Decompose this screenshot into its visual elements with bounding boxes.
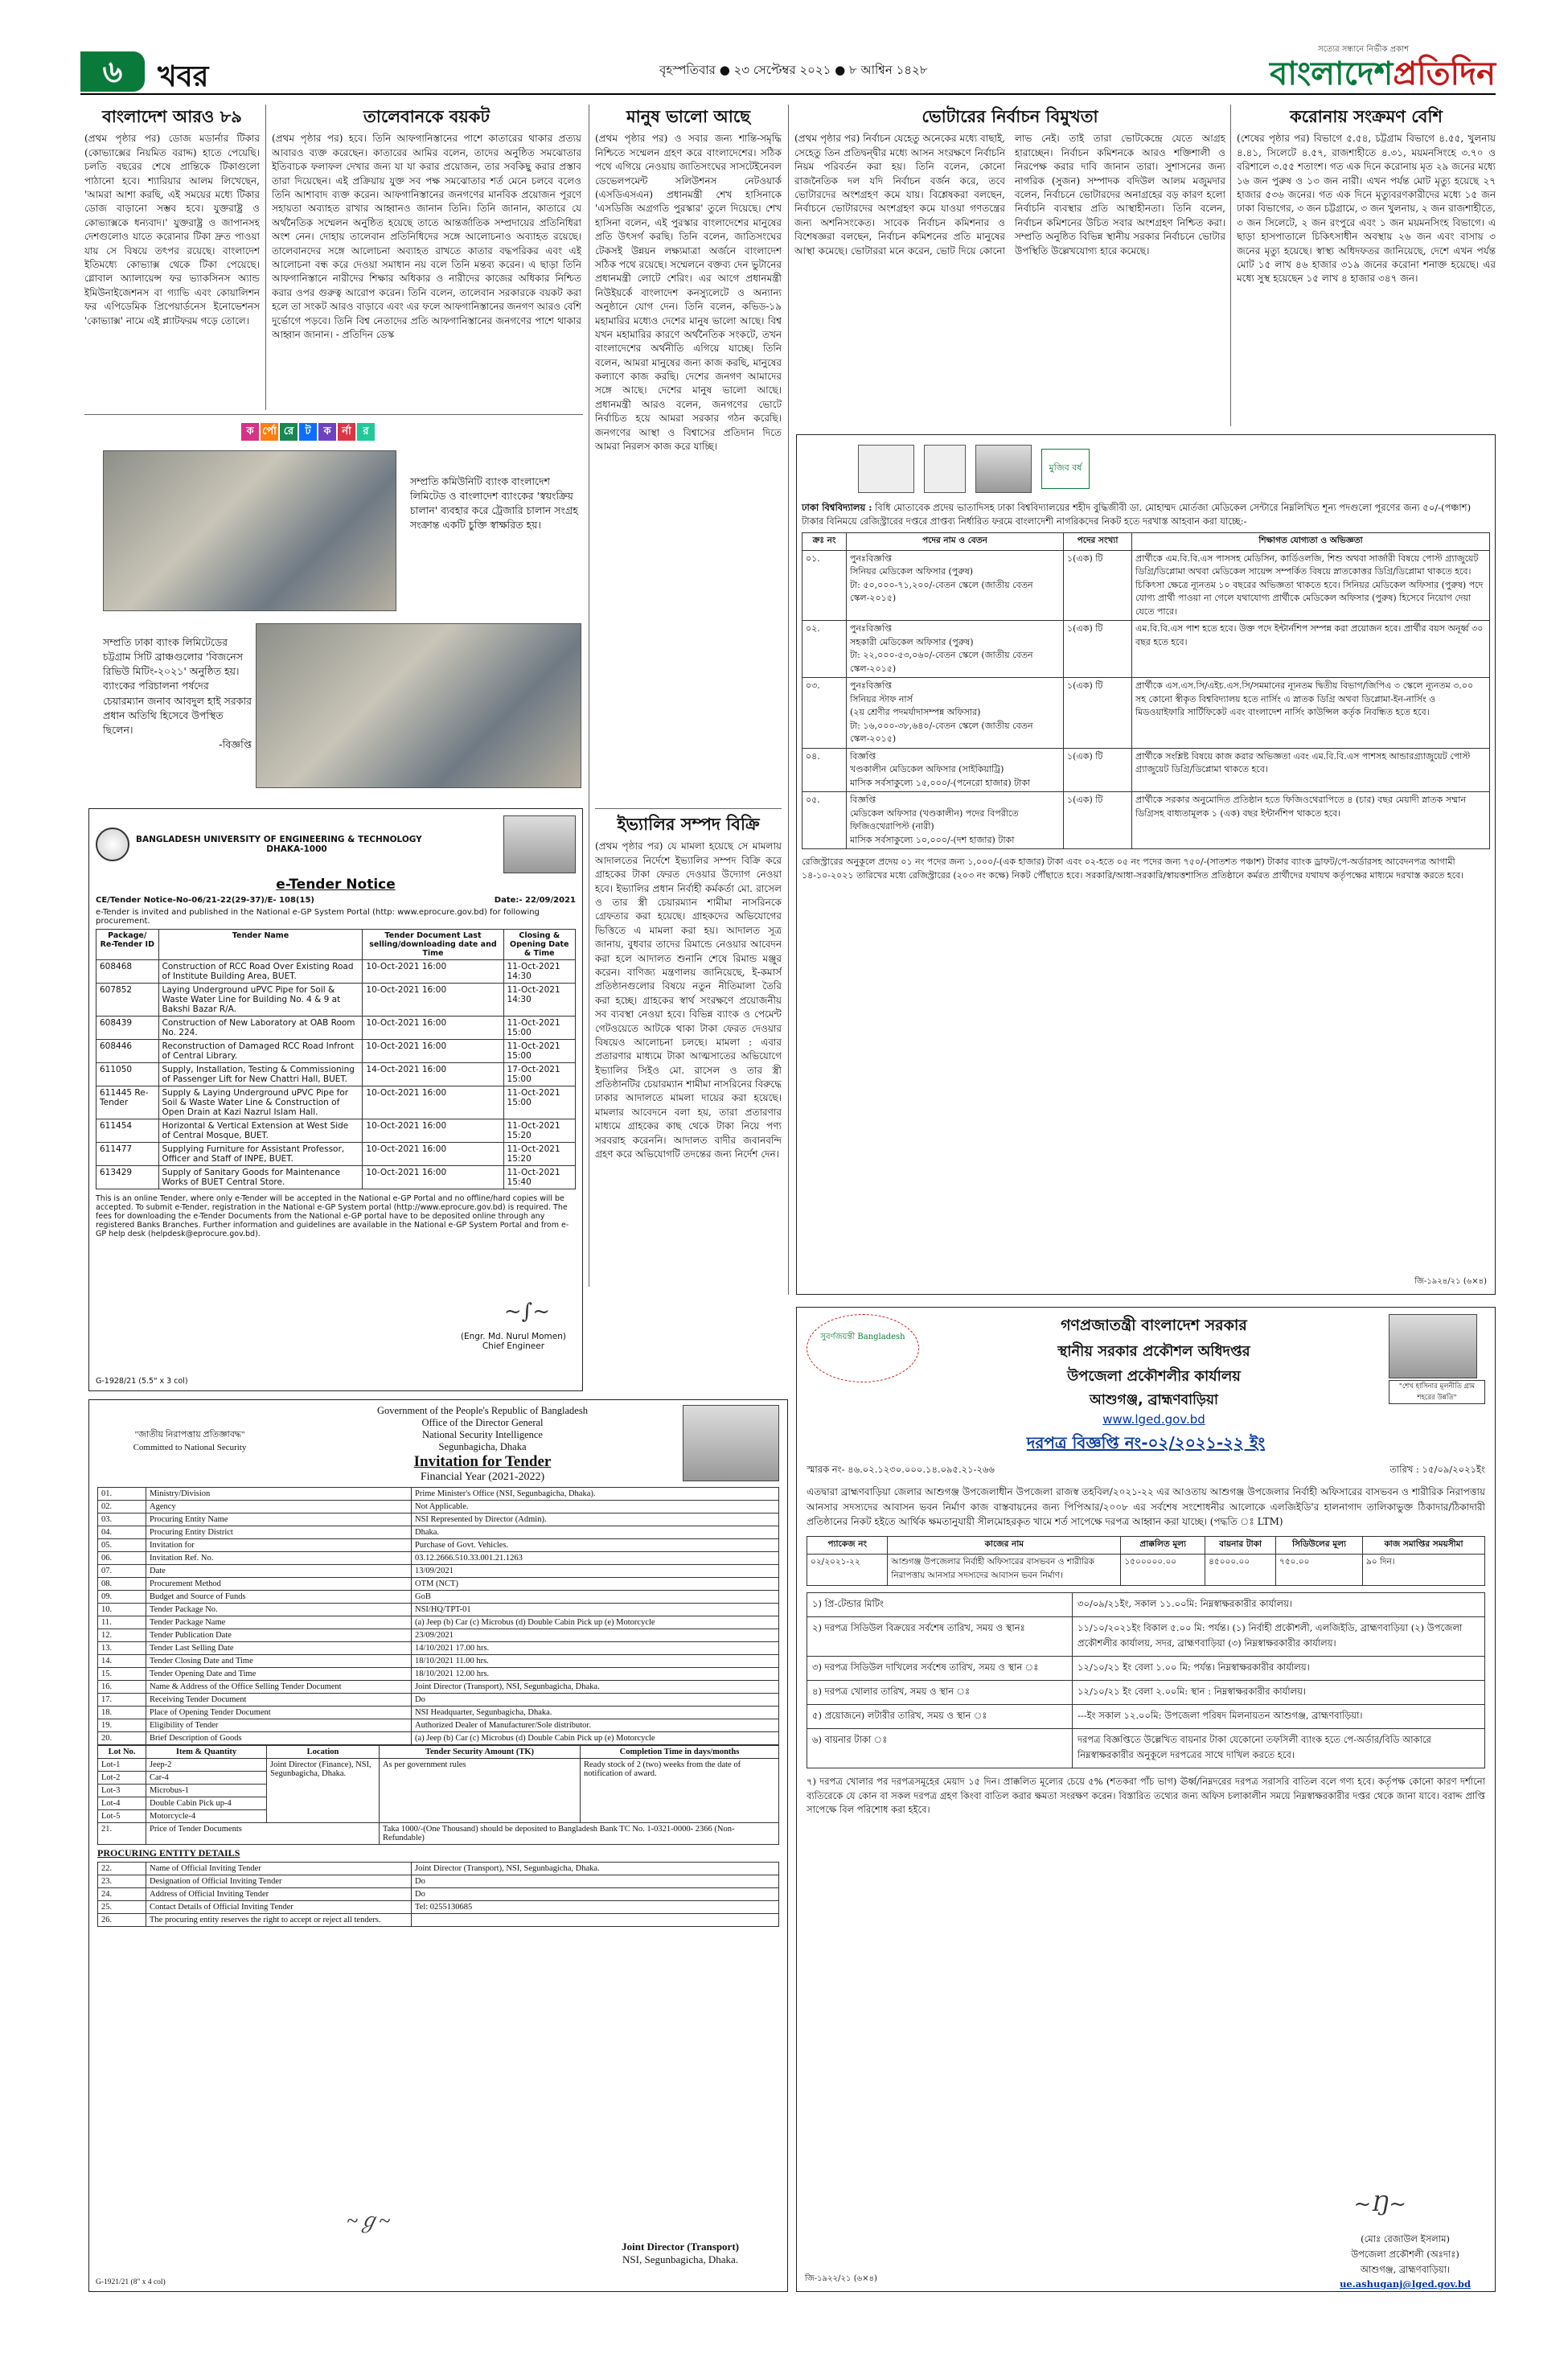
table-row: 16. Name & Address of the Office Selling Tender Document Joint Director (Transport), NSI, Segunbagicha, Dhaka. <box>98 1681 779 1694</box>
tender-title: দরপত্র বিজ্ঞপ্তি নং-০২/২০২১-২২ ইং <box>1026 1433 1266 1452</box>
article-election <box>794 105 1225 422</box>
mujib-portrait-icon <box>683 1405 779 1481</box>
tender-title: e-Tender Notice <box>276 877 396 893</box>
article-title: মানুষ ভালো আছে <box>626 107 751 126</box>
table-row: ০৫. বিজ্ঞপ্তি মেডিকেল অফিসার (খণ্ডকালীন) পদের বিপরীতে ফিজিওথেরাপিস্ট (নারী) মাসিক সর্বসাকুল্যে ১০,০০০/-(দশ হাজার) টাকা ১(এক) টি প্রার্থীকে সরকার অনুমোদিত প্রতিষ্ঠান হতে ফিজিওথেরাপিতে ৪ (চার) বছর মেয়াদী স্নাতক সম্মান ডিগ্রিসহ বাধ্যতামূলক ১ (এক) বছর ইন্টার্নশিপ থাকতে হবে। <box>802 792 1490 849</box>
table-row: 11. Tender Package Name (a) Jeep (b) Car (c) Microbus (d) Double Cabin Pick up (e) Motorcycle <box>98 1616 779 1629</box>
table-row: 04. Procuring Entity District Dhaka. <box>98 1526 779 1539</box>
table-row: 06. Invitation Ref. No. 03.12.2666.510.33.001.21.1263 <box>98 1552 779 1565</box>
article-body: (প্রথম পৃষ্ঠার পর) নির্বাচন যেহেতু অনেকের মধ্যে বাছাই, সেহেতু তিন প্রতিদ্বন্দ্বীর মধ্যে আসন সংরক্ষণে নির্বাচনি নিয়ম পরিবর্তন করা হয়। তিনি বলেন, কোনো রাজনৈতিক দল যদি নির্বাচন বর্জন করে, তবে ভোটারদের অংশগ্রহণ কমে যায়। বিশ্লেষকরা বলছেন, নির্বাচনে ভোটারদের অংশগ্রহণ কমে যাওয়া গণতন্ত্রের জন্য অশনিসংকেত। সাবেক নির্বাচন কমিশনার ও বিশেষজ্ঞরা বলছেন, নির্বাচন কমিশনের প্রতি মানুষের আস্থা কমেছে। ভোটাররা মনে করেন, ভোট দিয়ে কোনো লাভ নেই। তাই তারা ভোটকেন্দ্রে যেতে আগ্রহ হারাচ্ছেন। নির্বাচন কমিশনকে আরও শক্তিশালী ও নিরপেক্ষ করার দাবি জানান তারা। সুশাসনের জন্য নাগরিক (সুজন) সম্পাদক বদিউল আলম মজুমদার বলেন, নির্বাচনে ভোটারদের অনাগ্রহের বড় কারণ হলো নির্বাচনি ব্যবস্থার প্রতি আস্থাহীনতা। তিনি বলেন, নির্বাচন কমিশনের উচিত সবার অংশগ্রহণ নিশ্চিত করা। সম্প্রতি অনুষ্ঠিত বিভিন্ন স্থানীয় সরকার নির্বাচনে ভোটার উপস্থিতি উল্লেখযোগ্য হারে কমেছে। <box>794 133 1225 257</box>
table-row: 611445 Re-Tender Supply & Laying Underground uPVC Pipe for Soil & Waste Water Line & Construction of Open Drain at Kazi Nazrul Islam Hall. 10-Oct-2021 16:00 11-Oct-2021 15:00 <box>96 1086 576 1119</box>
table-row: ২) দরপত্র সিডিউল বিক্রয়ের সর্বশেষ তারিখ, সময় ও স্থানঃ ১১/১০/২০২১ইং বিকাল ৫.০০ মি: পর্যন্ত। (১) নির্বাহী প্রকৌশলী, এলজিইডি, ব্রাহ্মণবাড়িয়া (২) উপজেলা প্রকৌশলীর কার্যালয়, সদর, ব্রাহ্মণবাড়িয়া (৩) নিম্নস্বাক্ষরকারীর কার্যালয়। <box>807 1616 1485 1656</box>
table-row: ১) প্রি-টেন্ডার মিটিং ৩০/০৯/২১ইং, সকাল ১১.০০মি: নিম্নস্বাক্ষরকারীর কার্যালয়। <box>807 1592 1485 1616</box>
mujib-portrait-icon <box>975 445 1032 493</box>
table-row: 09. Budget and Source of Funds GoB <box>98 1591 779 1604</box>
tender-title: Invitation for Tender <box>413 1453 552 1470</box>
table-row: 01. Ministry/Division Prime Minister's Office (NSI, Segunbagicha, Dhaka). <box>98 1488 779 1501</box>
table-row: 15. Tender Opening Date and Time 18/10/2021 12.00 hrs. <box>98 1668 779 1681</box>
table-row: 03. Procuring Entity Name NSI Represented by Director (Admin). <box>98 1514 779 1526</box>
table-row: 13. Tender Last Selling Date 14/10/2021 17.00 hrs. <box>98 1642 779 1655</box>
lged-package-table: প্যাকেজ নং কাজের নাম প্রাক্কলিত মূল্য বায়নার টাকা সিডিউলের মূল্য কাজ সমাপ্তির সময়সীমা ০২/২০২১-২২ আশুগঞ্জ উপজেলার নির্বাহী অফিসারের বাসভবন ও শারীরিক নিরাপত্তায় আনসার সদস্যদের আবাসন ভবন নির্মাণ। ১৫০০০০০.০০ ৪৫০০০.০০ ৭৫০.০০ ৯০ দিন। <box>807 1536 1485 1586</box>
table-row: ৪) দরপত্র খোলার তারিখ, সময় ও স্থান ঃ ১২/১০/২১ ইং বেলা ২.০০মি: স্থান : নিম্নস্বাক্ষরকারীর কার্যালয়। <box>807 1680 1485 1704</box>
article-title: করোনায় সংক্রমণ বেশি <box>1290 107 1443 126</box>
table-row: 611454 Horizontal & Vertical Extension at West Side of Central Mosque, BUET. 10-Oct-2021 16:00 11-Oct-2021 15:20 <box>96 1119 576 1143</box>
table-row: Lot-1 Jeep-2 Joint Director (Finance), NSI, Segunbagicha, Dhaka. As per government rules Ready stock of 2 (two) weeks from the date of notification of award. <box>98 1759 779 1772</box>
dateline: বৃহস্পতিবার ● ২৩ সেপ্টেম্বর ২০২১ ● ৮ আশ্বিন ১৪২৮ <box>659 63 928 77</box>
table-row: ০৩. পুনঃবিজ্ঞপ্তি সিনিয়র স্টাফ নার্স (২য় শ্রেণীর পদমর্যাদাসম্পন্ন অফিসার) টা: ১৬,০০০-৩৮,৬৪০/-বেতন স্কেলে (জাতীয় বেতন স্কেল-২০১৫) ১(এক) টি প্রার্থীকে এস.এস.সি/এইচ.এস.সি/সমমানের ন্যূনতম দ্বিতীয় বিভাগ/জিপিএ ৩ স্কেলে ন্যূনতম ৩.০০ সহ কোনো স্বীকৃত বিশ্ববিদ্যালয় হতে নার্সিং এ স্নাতক ডিগ্রি অথবা ডিপ্লোমা-ইন-নার্সিং ও মিডওয়াইফারি সার্টিফিকেট এবং বাংলাদেশ নার্সিং কাউন্সিল কর্তৃক নিবন্ধিত হতে হবে। <box>802 678 1490 749</box>
table-row: 14. Tender Closing Date and Time 18/10/2021 11.00 hrs. <box>98 1655 779 1668</box>
section-title: খবর <box>158 60 209 93</box>
table-row: ০২. পুনঃবিজ্ঞপ্তি সহকারী মেডিকেল অফিসার (পুরুষ) টা: ২২,০০০-৫৩,০৬০/-বেতন স্কেলে (জাতীয় বেতন স্কেল-২০১৫) ১(এক) টি এম.বি.বি.এস পাশ হতে হবে। উক্ত পদে ইন্টার্নশিপ সম্পন্ন করা প্রয়োজন হবে। প্রার্থীর বয়স অনূর্ধ্ব ৩০ বছর হতে হবে। <box>802 621 1490 678</box>
table-row: 08. Procurement Method OTM (NCT) <box>98 1578 779 1591</box>
mujib-portrait-icon <box>503 815 576 873</box>
lged-email-link[interactable]: ue.ashuganj@lged.gov.bd <box>1340 2278 1471 2290</box>
table-row: ৫) প্রয়োজনে) লটারীর তারিখ, সময় ও স্থান ঃ ---ইং সকাল ১২.০০মি: উপজেলা পরিষদ মিলনায়তন আশুগঞ্জ, ব্রাহ্মণবাড়িয়া। <box>807 1704 1485 1728</box>
masthead <box>80 47 1496 95</box>
article-body: (প্রথম পৃষ্ঠার পর) যে মামলা হয়েছে সে মামলায় আদালতের নির্দেশে ইভ্যালির সম্পদ বিক্রি করে গ্রাহকের টাকা ফেরত দেওয়ার উদ্যোগ নেওয়া হবে। ইভ্যালির প্রধান নির্বাহী কর্মকর্তা মো. রাসেল ও তার স্ত্রী চেয়ারম্যান শামীমা নাসরিনকে গ্রেফতার করা হয়েছে। গ্রাহকদের অভিযোগের ভিত্তিতে এ মামলা করা হয়। আদালত সূত্র জানায়, বুধবার তাদের রিমান্ডে নেওয়ার আবেদন করা হলে আদালত শুনানি শেষে রিমান্ড মঞ্জুর করেন। বাণিজ্য মন্ত্রণালয় জানিয়েছে, ই-কমার্স প্রতিষ্ঠানগুলোর বিষয়ে নতুন নীতিমালা তৈরি করা হচ্ছে। গ্রাহকের স্বার্থ সংরক্ষণে প্রয়োজনীয় সব ব্যবস্থা নেওয়া হবে। বিভিন্ন ব্যাংক ও পেমেন্ট গেটওয়েতে আটকে থাকা টাকা ফেরত দেওয়ার বিষয়েও আলোচনা চলছে। মামলা : এবার প্রতারণার মাধ্যমে টাকা আত্মসাতের অভিযোগে ইভ্যালির সিইও মো. রাসেল ও তার স্ত্রী প্রতিষ্ঠানটির চেয়ারম্যান শামীমা নাসরিনের বিরুদ্ধে ঢাকার আদালতে মামলা দায়ের করা হয়েছে। মামলার আবেদনে বলা হয়, তারা প্রতারণার মাধ্যমে গ্রাহকের কাছ থেকে টাকা নিয়ে পণ্য সরবরাহ করেননি। আদালত বাদীর জবানবন্দি গ্রহণ করে অভিযোগটি তদন্তের জন্য নির্দেশ দেন। <box>595 840 782 1160</box>
table-row: 10. Tender Package No. NSI/HQ/TPT-01 <box>98 1604 779 1616</box>
table-row: 611477 Supplying Furniture for Assistant Professor, Officer and Staff of INPE, BUET. 10-Oct-2021 16:00 11-Oct-2021 15:20 <box>96 1143 576 1166</box>
table-row: 24. Address of Official Inviting Tender Do <box>98 1888 779 1901</box>
newspaper-logo: সত্যের সন্ধানে নির্ভীক প্রকাশ বাংলাদেশপ্রতিদিন <box>1270 45 1496 92</box>
article-people <box>595 105 782 804</box>
table-row: 613429 Supply of Sanitary Goods for Maintenance Works of BUET Central Store. 10-Oct-2021 16:00 11-Oct-2021 15:40 <box>96 1166 576 1189</box>
table-row: ৩) দরপত্র সিডিউল দাখিলের সর্বশেষ তারিখ, সময় ও স্থান ঃ ১২/১০/২১ ইং বেলা ১.০০ মি: পর্যন্ত। নিম্নস্বাক্ষরকারীর কার্যালয়। <box>807 1656 1485 1680</box>
nsi-pe-table <box>97 1862 779 1927</box>
table-row: 608439 Construction of New Laboratory at OAB Room No. 224. 10-Oct-2021 16:00 11-Oct-2021 15:00 <box>96 1017 576 1040</box>
lged-schedule-table <box>807 1592 1485 1768</box>
table-row: ০১. পুনঃবিজ্ঞপ্তি সিনিয়র মেডিকেল অফিসার (পুরুষ) টা: ৫০,০০০-৭১,২০০/-বেতন স্কেলে (জাতীয় বেতন স্কেল-২০১৫) ১(এক) টি প্রার্থীকে এম.বি.বি.এস পাসসহ মেডিসিন, কার্ডিওলজি, শিশু অথবা সার্জারী বিষয়ে পোস্ট গ্র্যাজুয়েট ডিগ্রি/ডিপ্লোমা অথবা মেডিকেল সায়েন্স সম্পর্কিত বিষয়ে স্নাতকোত্তর ডিগ্রি/ডিপ্লোমা থাকতে হবে। চিকিৎসা ক্ষেত্রে ন্যূনতম ১০ বছরের অভিজ্ঞতা থাকতে হবে। সিনিয়র মেডিকেল অফিসার (পুরুষ) পদে যোগ্য প্রার্থী পাওয়া না গেলে যথাযোগ্য প্রার্থীকে মেডিকেল অফিসার (পুরুষ) হিসেবে নিয়োগ দেয়া যেতে পারে। <box>802 550 1490 621</box>
table-row: Lot-2 Car-4 <box>98 1772 779 1785</box>
table-row: 22. Name of Official Inviting Tender Joint Director (Transport), NSI, Segunbagicha, Dhaka. <box>98 1863 779 1875</box>
table-row: 20. Brief Description of Goods (a) Jeep (b) Car (c) Microbus (d) Double Cabin Pick up (e) Motorcycle <box>98 1732 779 1745</box>
lged-tender-notice: সুবর্ণজয়ন্তী Bangladesh গণপ্রজাতন্ত্রী বাংলাদেশ সরকার স্থানীয় সরকার প্রকৌশল অধিদপ্তর উপজেলা প্রকৌশলীর কার্যালয় আশুগঞ্জ, ব্রাহ্মণবাড়িয়া www.lged.gov.bd "শেখ হাসিনার মূলনীতি গ্রাম শহরের উন্নতি" দরপত্র বিজ্ঞপ্তি নং-০২/২০২১-২২ ইং স্মারক নং- ৪৬.০২.১২৩০.০০০.১৪.০৯৫.২১-২৬৬ তারিখ : ১৫/০৯/২০২১ইং এতদ্বারা ব্রাহ্মণবাড়িয়া জেলার আশুগঞ্জ উপজেলাধীন উপজেলা রাজস্ব তহবিল/২০২১-২২ এর আওতায় আশুগঞ্জ উপজেলার নির্বাহী অফিসারের বাসভবন ও শারীরিক নিরাপত্তায় আনসার সদস্যদের আবাসন ভবন নির্মাণ কাজ বাস্তবায়নের জন্য পিপিআর/২০০৮ এর সর্বশেষ সংশোধনীর আলোকে এলজিইডি'র হালনাগাদ তালিকাভুক্ত ঠিকাদার/ঠিকাদারী প্রতিষ্ঠানের নিকট হইতে আর্থিক ক্ষমতানুযায়ী সীলমোহরকৃত খামে শর্ত সাপেক্ষে দরপত্র আহ্বান করা যাচ্ছে। (পদ্ধতি ঃ LTM) প্যাকেজ নং কাজের নাম প্রাক্কলিত মূল্য বায়নার টাকা সিডিউলের মূল্য কাজ সমাপ্তির সময়সীমা ০২/২০২১-২২ আশুগঞ্জ উপজেলার নির্বাহী অফিসারের বাসভবন ও শারীরিক নিরাপত্তায় আনসার সদস্যদের আবাসন ভবন নির্মাণ। ১৫০০০০০.০০ ৪৫০০০.০০ ৭৫০.০০ ৯০ দিন। ১) প্রি-টেন্ডার মিটিং ৩০/০৯/২১ইং, সকাল ১১.০০মি: নিম্নস্বাক্ষরকারীর কার্যালয়। ২) দরপত্র সিডিউল বিক্রয়ের সর্বশেষ তারিখ, সময় ও স্থানঃ ১১/১০/২০২১ইং বিকাল ৫.০০ মি: পর্যন্ত। (১) নির্বাহী প্রকৌশলী, এলজিইডি, ব্রাহ্মণবাড়িয়া (২) উপজেলা প্রকৌশলীর কার্যালয়, সদর, ব্রাহ্মণবাড়িয়া (৩) নিম্নস্বাক্ষরকারীর কার্যালয়। ৩) দরপত্র সিডিউল দাখিলের সর্বশেষ তারিখ, সময় ও স্থান ঃ ১২/১০/২১ ইং বেলা ১.০০ মি: পর্যন্ত। নিম্নস্বাক্ষরকারীর কার্যালয়। ৪) দরপত্র খোলার তারিখ, সময় ও স্থান ঃ ১২/১০/২১ ইং বেলা ২.০০মি: স্থান : নিম্নস্বাক্ষরকারীর কার্যালয়। ৫) প্রয়োজনে) লটারীর তারিখ, সময় ও স্থান ঃ ---ইং সকাল ১২.০০মি: উপজেলা পরিষদ মিলনায়তন আশুগঞ্জ, ব্রাহ্মণবাড়িয়া। ৬) বায়নার টাকা ঃ দরপত্র বিজ্ঞপ্তিতে উল্লেখিত বায়নার টাকা যেকোনো তফসিলী ব্যাংক হতে পে-অর্ডার/বিডি আকারে নিম্নস্বাক্ষরকারীর অনুকূলে দরপত্রের সাথে দাখিল করতে হবে। ৭) দরপত্র খোলার পর দরপত্রসমূহের মেয়াদ ১৫ দিন। প্রাক্কলিত মূল্যের চেয়ে ৫% (শতকরা পাঁচ ভাগ) ঊর্ধ্ব/নিম্নদরের দরপত্র সরাসরি বাতিল বলে গণ্য হবে। কর্তৃপক্ষ কোনো কারণ দর্শানো ব্যতিরেকে যে কোন বা সকল দরপত্র গ্রহণ কিংবা বাতিল করার ক্ষমতা সংরক্ষণ করেন। বিস্তারিত তথ্যের জন্য অফিস চলাকালীন সময়ে নিম্নস্বাক্ষরকারীর দপ্তর থেকে জানা যাবে। বরাদ্দ প্রাপ্তি সাপেক্ষে বিল পরিশোধ করা হইবে। ~Ŋ~ (মোঃ রেজাউল ইসলাম) উপজেলা প্রকৌশলী (অঃদাঃ) আশুগঞ্জ, ব্রাহ্মণবাড়িয়া। ue.ashuganj@lged.gov.bd জি-১৯২২/২১ (৬×৪) <box>796 1307 1496 2292</box>
caption-dhaka-bank: সম্প্রতি ঢাকা ব্যাংক লিমিটেডের চট্টগ্রাম সিটি ব্রাঞ্চগুলোর 'বিজনেস রিভিউ মিটিং-২০২১' অনুষ্ঠিত হয়। ব্যাংকের পরিচালনা পর্ষদের চেয়ারম্যান জনাব আবদুল হাই সরকার প্রধান অতিথি হিসেবে উপস্থিত ছিলেন। -বিজ্ঞপ্তি <box>103 636 252 750</box>
article-title: ভোটারের নির্বাচন বিমুখতা <box>922 107 1098 126</box>
buet-tender-table: Package/ Re-Tender ID Tender Name Tender Document Last selling/downloading date and Time Closing & Opening Date & Time 608468 Construction of RCC Road Over Existing Road of Institute Building Area, BUET. 10-Oct-2021 16:00 11-Oct-2021 14:30 607852 Laying Underground uPVC Pipe for Soil & Waste Water Line for Building No. 4 & 9 at Bakshi Bazar R/A. 10-Oct-2021 16:00 11-Oct-2021 14:30 608439 Construction of New Laboratory at OAB Room No. 224. 10-Oct-2021 16:00 11-Oct-2021 15:00 608446 Reconstruction of Damaged RCC Road Infront of Central Library. 10-Oct-2021 16:00 11-Oct-2021 15:00 611050 Supply, Installation, Testing & Commissioning of Passenger Lift for New Chattri Hall, BUET. 14-Oct-2021 16:00 17-Oct-2021 15:00 611445 Re-Tender Supply & Laying Underground uPVC Pipe for Soil & Waste Water Line & Construction of Open Drain at Kazi Nazrul Islam Hall. 10-Oct-2021 16:00 11-Oct-2021 15:00 611454 Horizontal & Vertical Extension at West Side of Central Mosque, BUET. 10-Oct-2021 16:00 11-Oct-2021 15:20 611477 Supplying Furniture for Assistant Professor, Officer and Staff of INPE, BUET. 10-Oct-2021 16:00 11-Oct-2021 15:20 613429 Supply of Sanitary Goods for Maintenance Works of BUET Central Store. 10-Oct-2021 16:00 11-Oct-2021 15:40 <box>96 929 576 1189</box>
buet-logo-icon <box>96 828 129 861</box>
table-row: 18. Place of Opening Tender Document NSI Headquarter, Segunbagicha, Dhaka. <box>98 1707 779 1719</box>
table-row: 26. The procuring entity reserves the right to accept or reject all tenders. <box>98 1914 779 1927</box>
mujib-portrait-icon <box>1389 1314 1477 1378</box>
article-bangladesh <box>84 105 260 410</box>
table-row: 17. Receiving Tender Document Do <box>98 1694 779 1707</box>
article-corona <box>1237 105 1496 422</box>
buet-etender-notice: BANGLADESH UNIVERSITY OF ENGINEERING & TECHNOLOGY DHAKA-1000 e-Tender Notice CE/Tender Notice-No-06/21-22(29-37)/E- 108(15) Date:- 22/09/2021 e-Tender is invited and published in the National e-GP System Portal (http: www.eprocure.gov.bd) for following procurement. Package/ Re-Tender ID Tender Name Tender Document Last selling/downloading date and Time Closing & Opening Date & Time 608468 Construction of RCC Road Over Existing Road of Institute Building Area, BUET. 10-Oct-2021 16:00 11-Oct-2021 14:30 607852 Laying Underground uPVC Pipe for Soil & Waste Water Line for Building No. 4 & 9 at Bakshi Bazar R/A. 10-Oct-2021 16:00 11-Oct-2021 14:30 608439 Construction of New Laboratory at OAB Room No. 224. 10-Oct-2021 16:00 11-Oct-2021 15:00 608446 Reconstruction of Damaged RCC Road Infront of Central Library. 10-Oct-2021 16:00 11-Oct-2021 15:00 611050 Supply, Installation, Testing & Commissioning of Passenger Lift for New Chattri Hall, BUET. 14-Oct-2021 16:00 17-Oct-2021 15:00 611445 Re-Tender Supply & Laying Underground uPVC Pipe for Soil & Waste Water Line & Construction of Open Drain at Kazi Nazrul Islam Hall. 10-Oct-2021 16:00 11-Oct-2021 15:00 611454 Horizontal & Vertical Extension at West Side of Central Mosque, BUET. 10-Oct-2021 16:00 11-Oct-2021 15:20 611477 Supplying Furniture for Assistant Professor, Officer and Staff of INPE, BUET. 10-Oct-2021 16:00 11-Oct-2021 15:20 613429 Supply of Sanitary Goods for Maintenance Works of BUET Central Store. 10-Oct-2021 16:00 11-Oct-2021 15:40 This is an online Tender, where only e-Tender will be accepted in the National e-GP Portal and no offline/hard copies will be accepted. To submit e-Tender, registration in the National e-GP System portal (http://www.eprocure.gov.bd) is required. The fees for downloading the e-Tender Documents from the National e-GP portal have to be deposited online through any registered Banks Branches. Further information and guidelines are available in the National e-GP System Portal and from e-GP help desk (helpdesk@eprocure.gov.bd). ~∫~ (Engr. Md. Nurul Momen) Chief Engineer G-1928/21 (5.5" x 3 col) <box>88 808 583 1391</box>
table-row: 05. Invitation for Purchase of Govt. Vehicles. <box>98 1539 779 1552</box>
golden-jubilee-logo: সুবর্ণজয়ন্তী Bangladesh <box>807 1314 919 1382</box>
article-body: (প্রথম পৃষ্ঠার পর) হবে। তিনি আফগানিস্তানের পাশে কাতারের থাকার প্রত্যয় আবারও ব্যক্ত করেছেন। কাতারের আমির বলেন, তাদের অনুষ্ঠিত সমঝোতার ইতিবাচক ফলাফল দেখার জন্য যা যা করার প্রয়োজন, তার সবকিছু করার প্রস্তাব তারা দিয়েছেন। এই প্রক্রিয়ায় যুক্ত সব পক্ষ সমঝোতার শর্ত মেনে চলবে বলেও তিনি আশাবাদ ব্যক্ত করেন। আফগানিস্তানের জনগণের মানবিক প্রয়োজন পূরণে সহায়তা অব্যাহত রাখার আহ্বানও জানান তিনি। তিনি জানান, কাতারে যে অর্থনৈতিক সম্মেলন অনুষ্ঠিত হয়েছে তাতে আন্তর্জাতিক সম্প্রদায়ের প্রতিনিধিরা অংশ নেন। দোহায় তালেবান প্রতিনিধিদের সঙ্গে আলোচনাও অব্যাহত রয়েছে। তালেবানদের সঙ্গে আলোচনা অব্যাহত রাখতে কাতার বদ্ধপরিকর এবং এই আলোচনা বন্ধ করে দেওয়া সমাধান নয় বলে তিনি মন্তব্য করেন। এ ছাড়া তিনি আফগানিস্তানে নারীদের শিক্ষার অধিকার ও নারীদের কাজের অধিকার নিশ্চিত করার ওপর গুরুত্ব আরোপ করেন। তিনি বলেন, তালেবান সরকারকে বয়কট করা হলে তা সংকট আরও বাড়াবে এবং এর ফলে আফগানিস্তানের জনগণ আরও বেশি দুর্ভোগে পড়বে। তিনি বিশ্ব নেতাদের প্রতি আফগানিস্তানের জনগণের পাশে থাকার আহ্বান জানান। - প্রতিদিন ডেস্ক <box>272 133 581 340</box>
table-row: 25. Contact Details of Official Inviting Tender Tel: 0255130685 <box>98 1901 779 1914</box>
table-row: 02. Agency Not Applicable. <box>98 1501 779 1514</box>
table-row: 07. Date 13/09/2021 <box>98 1565 779 1578</box>
table-row: 19. Eligibility of Tender Authorized Dealer of Manufacturer/Sole distributor. <box>98 1719 779 1732</box>
medical-center-logo-icon <box>924 445 966 493</box>
nsi-tender-notice: "জাতীয় নিরাপত্তায় প্রতিজ্ঞাবদ্ধ" Committed to National Security Government of the People's Republic of Bangladesh Office of the Director General National Security Intelligence Segunbagicha, Dhaka Invitation for Tender Financial Year (2021-2022) 01. Ministry/Division Prime Minister's Office (NSI, Segunbagicha, Dhaka). 02. Agency Not Applicable. 03. Procuring Entity Name NSI Represented by Director (Admin). 04. Procuring Entity District Dhaka. 05. Invitation for Purchase of Govt. Vehicles. 06. Invitation Ref. No. 03.12.2666.510.33.001.21.1263 07. Date 13/09/2021 08. Procurement Method OTM (NCT) 09. Budget and Source of Funds GoB 10. Tender Package No. NSI/HQ/TPT-01 11. Tender Package Name (a) Jeep (b) Car (c) Microbus (d) Double Cabin Pick up (e) Motorcycle 12. Tender Publication Date 23/09/2021 13. Tender Last Selling Date 14/10/2021 17.00 hrs. 14. Tender Closing Date and Time 18/10/2021 11.00 hrs. 15. Tender Opening Date and Time 18/10/2021 12.00 hrs. 16. Name & Address of the Office Selling Tender Document Joint Director (Transport), NSI, Segunbagicha, Dhaka. 17. Receiving Tender Document Do 18. Place of Opening Tender Document NSI Headquarter, Segunbagicha, Dhaka. 19. Eligibility of Tender Authorized Dealer of Manufacturer/Sole distributor. 20. Brief Description of Goods (a) Jeep (b) Car (c) Microbus (d) Double Cabin Pick up (e) Motorcycle Lot No. Item & Quantity Location Tender Security Amount (TK) Completion Time in days/months Lot-1 Jeep-2 Joint Director (Finance), NSI, Segunbagicha, Dhaka. As per government rules Ready stock of 2 (two) weeks from the date of notification of award. Lot-2 Car-4 Lot-3 Microbus-1 Lot-4 Double Cabin Pick up-4 Lot-5 Motorcycle-4 21. Price of Tender Documents Taka 1000/-(One Thousand) should be deposited to Bangladesh Bank TC No. 1-0321-0000- 2366 (Non-Refundable) PROCURING ENTITY DETAILS 22. Name of Official Inviting Tender Joint Director (Transport), NSI, Segunbagicha, Dhaka. 23. Designation of Official Inviting Tender Do 24. Address of Official Inviting Tender Do 25. Contact Details of Official Inviting Tender Tel: 0255130685 26. The procuring entity reserves the right to accept or reject all tenders. ~ℊ~ Joint Director (Transport) NSI, Segunbagicha, Dhaka. G-1921/21 (8" x 4 col) <box>88 1399 788 2292</box>
photo-community-bank <box>103 450 396 611</box>
lged-website-link[interactable]: www.lged.gov.bd <box>1102 1412 1205 1427</box>
article-title: বাংলাদেশ আরও ৮৯ <box>102 107 242 126</box>
table-row: 23. Designation of Official Inviting Tender Do <box>98 1875 779 1888</box>
photo-dhaka-bank <box>256 623 581 788</box>
table-row: 607852 Laying Underground uPVC Pipe for Soil & Waste Water Line for Building No. 4 & 9 at Bakshi Bazar R/A. 10-Oct-2021 16:00 11-Oct-2021 14:30 <box>96 984 576 1017</box>
article-taliban <box>272 105 581 410</box>
table-row: 608468 Construction of RCC Road Over Existing Road of Institute Building Area, BUET. 10-Oct-2021 16:00 11-Oct-2021 14:30 <box>96 960 576 984</box>
table-row: ৬) বায়নার টাকা ঃ দরপত্র বিজ্ঞপ্তিতে উল্লেখিত বায়নার টাকা যেকোনো তফসিলী ব্যাংক হতে পে-অর্ডার/বিডি আকারে নিম্নস্বাক্ষরকারীর অনুকূলে দরপত্রের সাথে দাখিল করতে হবে। <box>807 1728 1485 1768</box>
signature: ~Ŋ~ <box>1353 2192 1406 2216</box>
article-title: ইভ্যালির সম্পদ বিক্রি <box>617 815 760 834</box>
du-recruitment-ad: মুজিব বর্ষ ঢাকা বিশ্ববিদ্যালয় : বিধি মোতাবেক প্রদেয় ভাতাদিসহ ঢাকা বিশ্ববিদ্যালয়ের শহীদ বুদ্ধিজীবী ডা. মোহাম্মদ মোর্তজা মেডিকেল সেন্টারে নিম্নলিখিত শূন্য পদগুলো পূরণের জন্য ৫০/-(পঞ্চাশ) টাকার বিনিময়ে রেজিস্ট্রারের দপ্তরে প্রাপ্তব্য নির্ধারিত ফরমে বাংলাদেশী নাগরিকদের নিকট হতে দরখাস্ত আহবান করা যাচ্ছে:- ক্রঃ নং পদের নাম ও বেতন পদের সংখ্যা শিক্ষাগত যোগ্যতা ও অভিজ্ঞতা ০১. পুনঃবিজ্ঞপ্তি সিনিয়র মেডিকেল অফিসার (পুরুষ) টা: ৫০,০০০-৭১,২০০/-বেতন স্কেলে (জাতীয় বেতন স্কেল-২০১৫) ১(এক) টি প্রার্থীকে এম.বি.বি.এস পাসসহ মেডিসিন, কার্ডিওলজি, শিশু অথবা সার্জারী বিষয়ে পোস্ট গ্র্যাজুয়েট ডিগ্রি/ডিপ্লোমা অথবা মেডিকেল সায়েন্স সম্পর্কিত বিষয়ে স্নাতকোত্তর ডিগ্রি/ডিপ্লোমা থাকতে হবে। চিকিৎসা ক্ষেত্রে ন্যূনতম ১০ বছরের অভিজ্ঞতা থাকতে হবে। সিনিয়র মেডিকেল অফিসার (পুরুষ) পদে যোগ্য প্রার্থী পাওয়া না গেলে যথাযোগ্য প্রার্থীকে মেডিকেল অফিসার (পুরুষ) হিসেবে নিয়োগ দেয়া যেতে পারে। ০২. পুনঃবিজ্ঞপ্তি সহকারী মেডিকেল অফিসার (পুরুষ) টা: ২২,০০০-৫৩,০৬০/-বেতন স্কেলে (জাতীয় বেতন স্কেল-২০১৫) ১(এক) টি এম.বি.বি.এস পাশ হতে হবে। উক্ত পদে ইন্টার্নশিপ সম্পন্ন করা প্রয়োজন হবে। প্রার্থীর বয়স অনূর্ধ্ব ৩০ বছর হতে হবে। ০৩. পুনঃবিজ্ঞপ্তি সিনিয়র স্টাফ নার্স (২য় শ্রেণীর পদমর্যাদাসম্পন্ন অফিসার) টা: ১৬,০০০-৩৮,৬৪০/-বেতন স্কেলে (জাতীয় বেতন স্কেল-২০১৫) ১(এক) টি প্রার্থীকে এস.এস.সি/এইচ.এস.সি/সমমানের ন্যূনতম দ্বিতীয় বিভাগ/জিপিএ ৩ স্কেলে ন্যূনতম ৩.০০ সহ কোনো স্বীকৃত বিশ্ববিদ্যালয় হতে নার্সিং এ স্নাতক ডিগ্রি অথবা ডিপ্লোমা-ইন-নার্সিং ও মিডওয়াইফারি সার্টিফিকেট এবং বাংলাদেশ নার্সিং কাউন্সিল কর্তৃক নিবন্ধিত হতে হবে। ০৪. বিজ্ঞপ্তি খণ্ডকালীন মেডিকেল অফিসার (সাইকিয়াট্রি) মাসিক সর্বসাকুল্যে ১৫,০০০/-(পনেরো হাজার) টাকা ১(এক) টি প্রার্থীকে সংশ্লিষ্ট বিষয়ে কাজ করার অভিজ্ঞতা এবং এম.বি.বি.এস পাশসহ আন্ডারগ্র্যাজুয়েট পোস্ট গ্র্যাজুয়েট ডিগ্রি/ডিপ্লোমা থাকতে হবে। ০৫. বিজ্ঞপ্তি মেডিকেল অফিসার (খণ্ডকালীন) পদের বিপরীতে ফিজিওথেরাপিস্ট (নারী) মাসিক সর্বসাকুল্যে ১০,০০০/-(দশ হাজার) টাকা ১(এক) টি প্রার্থীকে সরকার অনুমোদিত প্রতিষ্ঠান হতে ফিজিওথেরাপিতে ৪ (চার) বছর মেয়াদী স্নাতক সম্মান ডিগ্রিসহ বাধ্যতামূলক ১ (এক) বছর ইন্টার্নশিপ থাকতে হবে। রেজিস্ট্রারের অনুকূলে প্রদেয় ০১ নং পদের জন্য ১,০০০/-(এক হাজার) টাকা এবং ০২-হতে ০৫ নং পদের জন্য ৭৫০/-(সাতশত পঞ্চাশ) টাকার ব্যাংক ড্রাফট/পে-অর্ডারসহ আবেদনপত্র আগামী ১৪-১০-২০২১ তারিখের মধ্যে রেজিস্ট্রারের (২০৩ নং কক্ষে) নিকট পৌঁছাতে হবে। সরকারি/আধা-সরকারি/স্বায়ত্তশাসিত প্রতিষ্ঠানে কর্মরত প্রার্থীদের যথাযথ কর্তৃপক্ষের মাধ্যমে দরখাস্ত করতে হবে। জি-১৯২৪/২১ (৬×৪) <box>796 434 1496 1295</box>
table-row: 12. Tender Publication Date 23/09/2021 <box>98 1629 779 1642</box>
du-positions-table: ক্রঃ নং পদের নাম ও বেতন পদের সংখ্যা শিক্ষাগত যোগ্যতা ও অভিজ্ঞতা ০১. পুনঃবিজ্ঞপ্তি সিনিয়র মেডিকেল অফিসার (পুরুষ) টা: ৫০,০০০-৭১,২০০/-বেতন স্কেলে (জাতীয় বেতন স্কেল-২০১৫) ১(এক) টি প্রার্থীকে এম.বি.বি.এস পাসসহ মেডিসিন, কার্ডিওলজি, শিশু অথবা সার্জারী বিষয়ে পোস্ট গ্র্যাজুয়েট ডিগ্রি/ডিপ্লোমা অথবা মেডিকেল সায়েন্স সম্পর্কিত বিষয়ে স্নাতকোত্তর ডিগ্রি/ডিপ্লোমা থাকতে হবে। চিকিৎসা ক্ষেত্রে ন্যূনতম ১০ বছরের অভিজ্ঞতা থাকতে হবে। সিনিয়র মেডিকেল অফিসার (পুরুষ) পদে যোগ্য প্রার্থী পাওয়া না গেলে যথাযোগ্য প্রার্থীকে মেডিকেল অফিসার (পুরুষ) হিসেবে নিয়োগ দেয়া যেতে পারে। ০২. পুনঃবিজ্ঞপ্তি সহকারী মেডিকেল অফিসার (পুরুষ) টা: ২২,০০০-৫৩,০৬০/-বেতন স্কেলে (জাতীয় বেতন স্কেল-২০১৫) ১(এক) টি এম.বি.বি.এস পাশ হতে হবে। উক্ত পদে ইন্টার্নশিপ সম্পন্ন করা প্রয়োজন হবে। প্রার্থীর বয়স অনূর্ধ্ব ৩০ বছর হতে হবে। ০৩. পুনঃবিজ্ঞপ্তি সিনিয়র স্টাফ নার্স (২য় শ্রেণীর পদমর্যাদাসম্পন্ন অফিসার) টা: ১৬,০০০-৩৮,৬৪০/-বেতন স্কেলে (জাতীয় বেতন স্কেল-২০১৫) ১(এক) টি প্রার্থীকে এস.এস.সি/এইচ.এস.সি/সমমানের ন্যূনতম দ্বিতীয় বিভাগ/জিপিএ ৩ স্কেলে ন্যূনতম ৩.০০ সহ কোনো স্বীকৃত বিশ্ববিদ্যালয় হতে নার্সিং এ স্নাতক ডিগ্রি অথবা ডিপ্লোমা-ইন-নার্সিং ও মিডওয়াইফারি সার্টিফিকেট এবং বাংলাদেশ নার্সিং কাউন্সিল কর্তৃক নিবন্ধিত হতে হবে। ০৪. বিজ্ঞপ্তি খণ্ডকালীন মেডিকেল অফিসার (সাইকিয়াট্রি) মাসিক সর্বসাকুল্যে ১৫,০০০/-(পনেরো হাজার) টাকা ১(এক) টি প্রার্থীকে সংশ্লিষ্ট বিষয়ে কাজ করার অভিজ্ঞতা এবং এম.বি.বি.এস পাশসহ আন্ডারগ্র্যাজুয়েট পোস্ট গ্র্যাজুয়েট ডিগ্রি/ডিপ্লোমা থাকতে হবে। ০৫. বিজ্ঞপ্তি মেডিকেল অফিসার (খণ্ডকালীন) পদের বিপরীতে ফিজিওথেরাপিস্ট (নারী) মাসিক সর্বসাকুল্যে ১০,০০০/-(দশ হাজার) টাকা ১(এক) টি প্রার্থীকে সরকার অনুমোদিত প্রতিষ্ঠান হতে ফিজিওথেরাপিতে ৪ (চার) বছর মেয়াদী স্নাতক সম্মান ডিগ্রিসহ বাধ্যতামূলক ১ (এক) বছর ইন্টার্নশিপ থাকতে হবে। <box>802 532 1490 850</box>
article-evaly <box>595 812 782 1295</box>
signature: ~ℊ~ <box>347 2209 391 2232</box>
article-body: (প্রথম পৃষ্ঠার পর) ও সবার জন্য শান্তি-সমৃদ্ধি নিশ্চিতে সম্মেলন গ্রহণ করে বাংলাদেশের। সঠিক পথে এগিয়ে নেওয়ায় জাতিসংঘের সাসটেইনেবল ডেভেলপমেন্ট সলিউশনস নেটওয়ার্ক (এসডিএসএন) প্রধানমন্ত্রী শেখ হাসিনাকে 'এসডিজি অগ্রগতি পুরস্কার' তুলে দিয়েছে। শেখ হাসিনা বলেন, এই পুরস্কার বাংলাদেশের মানুষের প্রতি উৎসর্গ করছি। তিনি বলেন, জাতিসংঘের টেকসই উন্নয়ন লক্ষ্যমাত্রা অর্জনে বাংলাদেশ সঠিক পথে রয়েছে। সম্মেলনে বক্তব্য দেন ভুটানের প্রধানমন্ত্রী লোটে শেরিং। এর আগে প্রধানমন্ত্রী নিউইয়র্কে বাংলাদেশ কনস্যুলেটে ও অন্যান্য অনুষ্ঠানে যোগ দেন। তিনি বলেন, কভিড-১৯ মহামারির মধ্যেও দেশের মানুষ ভালো আছে। বিশ্ব যখন মহামারির কারণে অর্থনৈতিক সংকটে, তখন বাংলাদেশের অর্থনীতি এগিয়ে যাচ্ছে। তিনি বলেন, আমরা মানুষের জন্য কাজ করছি, মানুষের কল্যাণে কাজ করছি। দেশের জনগণ আমাদের সঙ্গে আছে। দেশের মানুষ ভালো আছে। প্রধানমন্ত্রী আরও বলেন, জনগণের ভোটে নির্বাচিত হয়ে আমরা সরকার গঠন করেছি। জনগণের আস্থা ও বিশ্বাসের প্রতিদান দিতে আমরা নিরলস কাজ করে যাচ্ছি। <box>595 133 782 453</box>
table-row: Lot-4 Double Cabin Pick up-4 <box>98 1797 779 1810</box>
caption-community-bank: সম্প্রতি কমিউনিটি ব্যাংক বাংলাদেশ লিমিটেড ও বাংলাদেশ ব্যাংকের 'স্বয়ংক্রিয় চালান' ব্যবহার করে ট্রেজারি চালান সংগ্রহ সংক্রান্ত একটি চুক্তি স্বাক্ষরিত হয়। <box>410 475 578 532</box>
signature: ~∫~ <box>503 1300 550 1324</box>
table-row: 611050 Supply, Installation, Testing & Commissioning of Passenger Lift for New Chattri Hall, BUET. 14-Oct-2021 16:00 17-Oct-2021 15:00 <box>96 1063 576 1086</box>
table-row: Lot-5 Motorcycle-4 <box>98 1810 779 1823</box>
nsi-items-table <box>97 1487 779 1745</box>
article-body: (প্রথম পৃষ্ঠার পর) ডোজ মডার্নার টিকার (কোভ্যাক্সের নিয়মিত বরাদ্দ) হাতে পেয়েছি। চলতি বছরের শেষে প্রান্তিকে টিকাগুলো পাঠানো হবে। শ্যারিয়ার আলম লিখেছেন, 'আমরা আশা করছি, এই সময়ের মধ্যে টিকার ডোজ বাড়ানো সম্ভব হবে। যুক্তরাষ্ট্র ও কোভ্যাক্সকে ধন্যবাদ।' যুক্তরাষ্ট্র ও জাপানসহ দেশগুলোও যাতে করোনার টিকা দ্রুত পাওয়া যায় সে বিষয়ে তৎপর রয়েছে। বাংলাদেশ ইতিমধ্যে কোভ্যাক্স থেকে টিকা পেয়েছে। গ্লোবাল অ্যালায়েন্স ফর ভ্যাকসিনস অ্যান্ড ইমিউনাইজেশনস বা গ্যাভি এবং কোয়ালিশন ফর এপিডেমিক প্রিপেয়ার্ডনেস ইনোভেশনস 'কোভ্যাক্স' নামে এই প্ল্যাটফরম গড়ে তোলে। <box>84 133 260 327</box>
table-row: ০৪. বিজ্ঞপ্তি খণ্ডকালীন মেডিকেল অফিসার (সাইকিয়াট্রি) মাসিক সর্বসাকুল্যে ১৫,০০০/-(পনেরো হাজার) টাকা ১(এক) টি প্রার্থীকে সংশ্লিষ্ট বিষয়ে কাজ করার অভিজ্ঞতা এবং এম.বি.বি.এস পাশসহ আন্ডারগ্র্যাজুয়েট পোস্ট গ্র্যাজুয়েট ডিগ্রি/ডিপ্লোমা থাকতে হবে। <box>802 748 1490 792</box>
page-number: ৬ <box>80 51 145 92</box>
article-title: তালেবানকে বয়কট <box>363 107 490 126</box>
du-logo-icon <box>858 445 914 493</box>
table-row: Lot-3 Microbus-1 <box>98 1785 779 1797</box>
table-row: 608446 Reconstruction of Damaged RCC Road Infront of Central Library. 10-Oct-2021 16:00 11-Oct-2021 15:00 <box>96 1040 576 1063</box>
article-body: (শেষের পৃষ্ঠার পর) বিভাগে ৫.৫৪, চট্টগ্রাম বিভাগে ৪.৫৫, খুলনায় ৪.৪১, সিলেটে ৪.৫৭, রাজশাহীতে ৪.৩১, ময়মনসিংহে ৩.৭০ ও বরিশালে ৩.৫৫ শতাংশ। গত এক দিনে করোনায় মৃত ২৯ জনের মধ্যে ১৬ জন পুরুষ ও ১৩ জন নারী। এখন পর্যন্ত মোট মৃত্যু হয়েছে ২৭ হাজার ৫৩৬ জনের। গত এক দিনে মৃত্যুবরণকারীদের মধ্যে ১৫ জন ঢাকা বিভাগের, ৩ জন চট্টগ্রামে, ৩ জন খুলনায়, ২ জন রাজশাহীতে, ৩ জন সিলেটে, ২ জন রংপুরে এবং ১ জন ময়মনসিংহ বিভাগে। এ ছাড়া হাসপাতালে চিকিৎসাধীন অবস্থায় ২৬ জন এবং বাসায় ৩ জনের মৃত্যু হয়েছে। স্বাস্থ্য অধিদফতর জানিয়েছে, দেশে এখন পর্যন্ত মোট ১৫ লাখ ৪৬ হাজার ৩১৯ জনের করোনা শনাক্ত হয়েছে। এর মধ্যে সুস্থ হয়েছেন ১৫ লাখ ৪ হাজার ৩৪৭ জন। <box>1237 133 1496 285</box>
corporate-corner-label: ক র্পো রে ট ক র্না র <box>241 422 376 441</box>
nsi-lots-table: Lot No. Item & Quantity Location Tender Security Amount (TK) Completion Time in days/months Lot-1 Jeep-2 Joint Director (Finance), NSI, Segunbagicha, Dhaka. As per government rules Ready stock of 2 (two) weeks from the date of notification of award. Lot-2 Car-4 Lot-3 Microbus-1 Lot-4 Double Cabin Pick up-4 Lot-5 Motorcycle-4 21. Price of Tender Documents Taka 1000/-(One Thousand) should be deposited to Bangladesh Bank TC No. 1-0321-0000- 2366 (Non-Refundable) <box>97 1745 779 1845</box>
